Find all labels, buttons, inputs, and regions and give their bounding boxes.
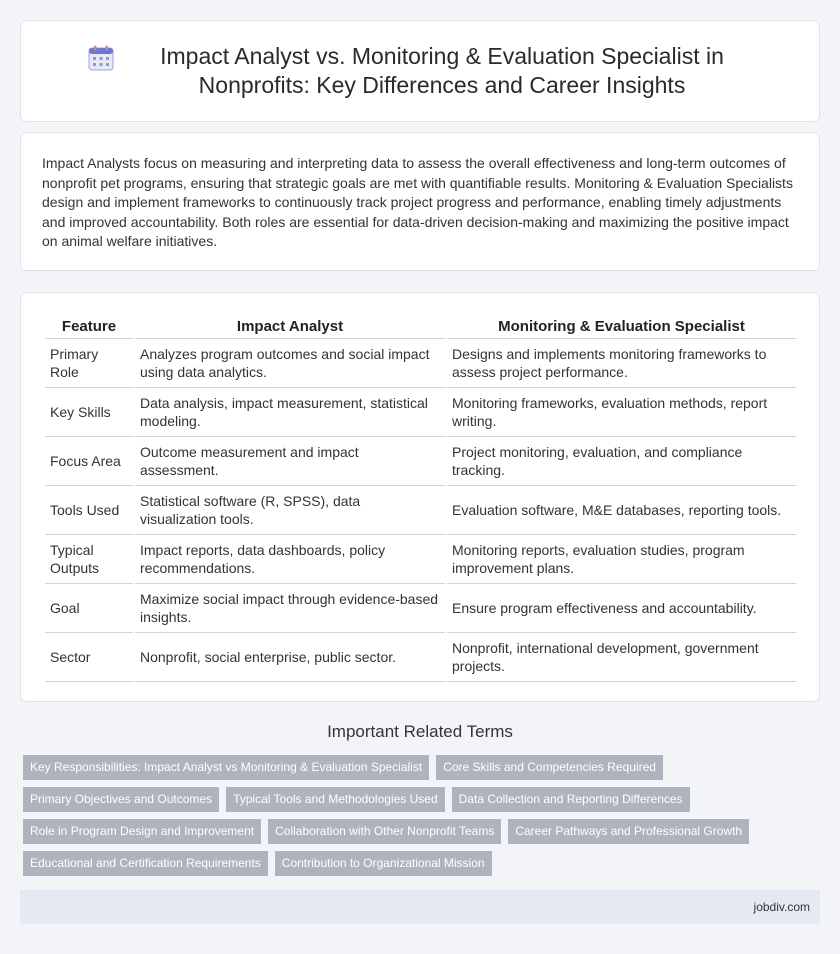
row-me-specialist: Monitoring reports, evaluation studies, program improvement plans. [447, 535, 796, 584]
related-term-tag[interactable]: Collaboration with Other Nonprofit Teams [268, 819, 501, 844]
row-impact-analyst: Outcome measurement and impact assessment. [135, 437, 445, 486]
row-impact-analyst: Maximize social impact through evidence-based insights. [135, 584, 445, 633]
table-row [45, 633, 796, 682]
related-terms-list [23, 755, 783, 883]
row-feature: Tools Used [45, 486, 133, 535]
footer-site[interactable]: jobdiv.com [753, 900, 810, 914]
row-me-specialist: Evaluation software, M&E databases, reporting tools. [447, 486, 796, 535]
table-row [45, 584, 796, 633]
footer [20, 890, 820, 924]
header-feature: Feature [45, 313, 133, 339]
row-impact-analyst: Analyzes program outcomes and social impact using data analytics. [135, 339, 445, 388]
table-row [45, 535, 796, 584]
title-card [20, 20, 820, 122]
row-feature: Goal [45, 584, 133, 633]
header-me-specialist: Monitoring & Evaluation Specialist [447, 313, 796, 339]
table-row [45, 339, 796, 388]
row-me-specialist: Project monitoring, evaluation, and compliance tracking. [447, 437, 796, 486]
row-impact-analyst: Statistical software (R, SPSS), data visualization tools. [135, 486, 445, 535]
table-row [45, 486, 796, 535]
related-term-tag[interactable]: Data Collection and Reporting Differences [452, 787, 690, 812]
row-me-specialist: Monitoring frameworks, evaluation methods, report writing. [447, 388, 796, 437]
row-feature: Sector [45, 633, 133, 682]
row-impact-analyst: Impact reports, data dashboards, policy recommendations. [135, 535, 445, 584]
related-term-tag[interactable]: Key Responsibilities: Impact Analyst vs Monitoring & Evaluation Specialist [23, 755, 429, 780]
row-me-specialist: Nonprofit, international development, government projects. [447, 633, 796, 682]
related-terms-title: Important Related Terms [327, 722, 513, 741]
row-me-specialist: Designs and implements monitoring frameworks to assess project performance. [447, 339, 796, 388]
table-row [45, 388, 796, 437]
intro-card [20, 132, 820, 271]
calendar-icon [88, 45, 114, 71]
comparison-table [43, 313, 798, 682]
table-header-row [45, 313, 796, 339]
related-term-tag[interactable]: Typical Tools and Methodologies Used [226, 787, 445, 812]
table-row [45, 437, 796, 486]
related-term-tag[interactable]: Career Pathways and Professional Growth [508, 819, 749, 844]
related-term-tag[interactable]: Primary Objectives and Outcomes [23, 787, 219, 812]
comparison-card [20, 292, 820, 702]
row-feature: Primary Role [45, 339, 133, 388]
intro-paragraph: Impact Analysts focus on measuring and interpreting data to assess the overall effectiveness and long-term outcomes of nonprofit pet programs, ensuring that strategic goals are met with quantifiable results. Monitoring & Evaluation Specialists design and implement frameworks to continuously track project progress and performance, enabling timely adjustments and improved accountability. Both roles are essential for data-driven decision-making and maximizing the positive impact on animal welfare initiatives. [42, 155, 793, 250]
row-feature: Focus Area [45, 437, 133, 486]
row-feature: Typical Outputs [45, 535, 133, 584]
related-term-tag[interactable]: Role in Program Design and Improvement [23, 819, 261, 844]
row-feature: Key Skills [45, 388, 133, 437]
header-impact-analyst: Impact Analyst [135, 313, 445, 339]
row-impact-analyst: Nonprofit, social enterprise, public sector. [135, 633, 445, 682]
related-term-tag[interactable]: Core Skills and Competencies Required [436, 755, 663, 780]
row-me-specialist: Ensure program effectiveness and accountability. [447, 584, 796, 633]
page-title: Impact Analyst vs. Monitoring & Evaluation Specialist in Nonprofits: Key Differences and Career Insights [160, 43, 724, 98]
related-term-tag[interactable]: Contribution to Organizational Mission [275, 851, 492, 876]
row-impact-analyst: Data analysis, impact measurement, statistical modeling. [135, 388, 445, 437]
related-term-tag[interactable]: Educational and Certification Requirements [23, 851, 268, 876]
